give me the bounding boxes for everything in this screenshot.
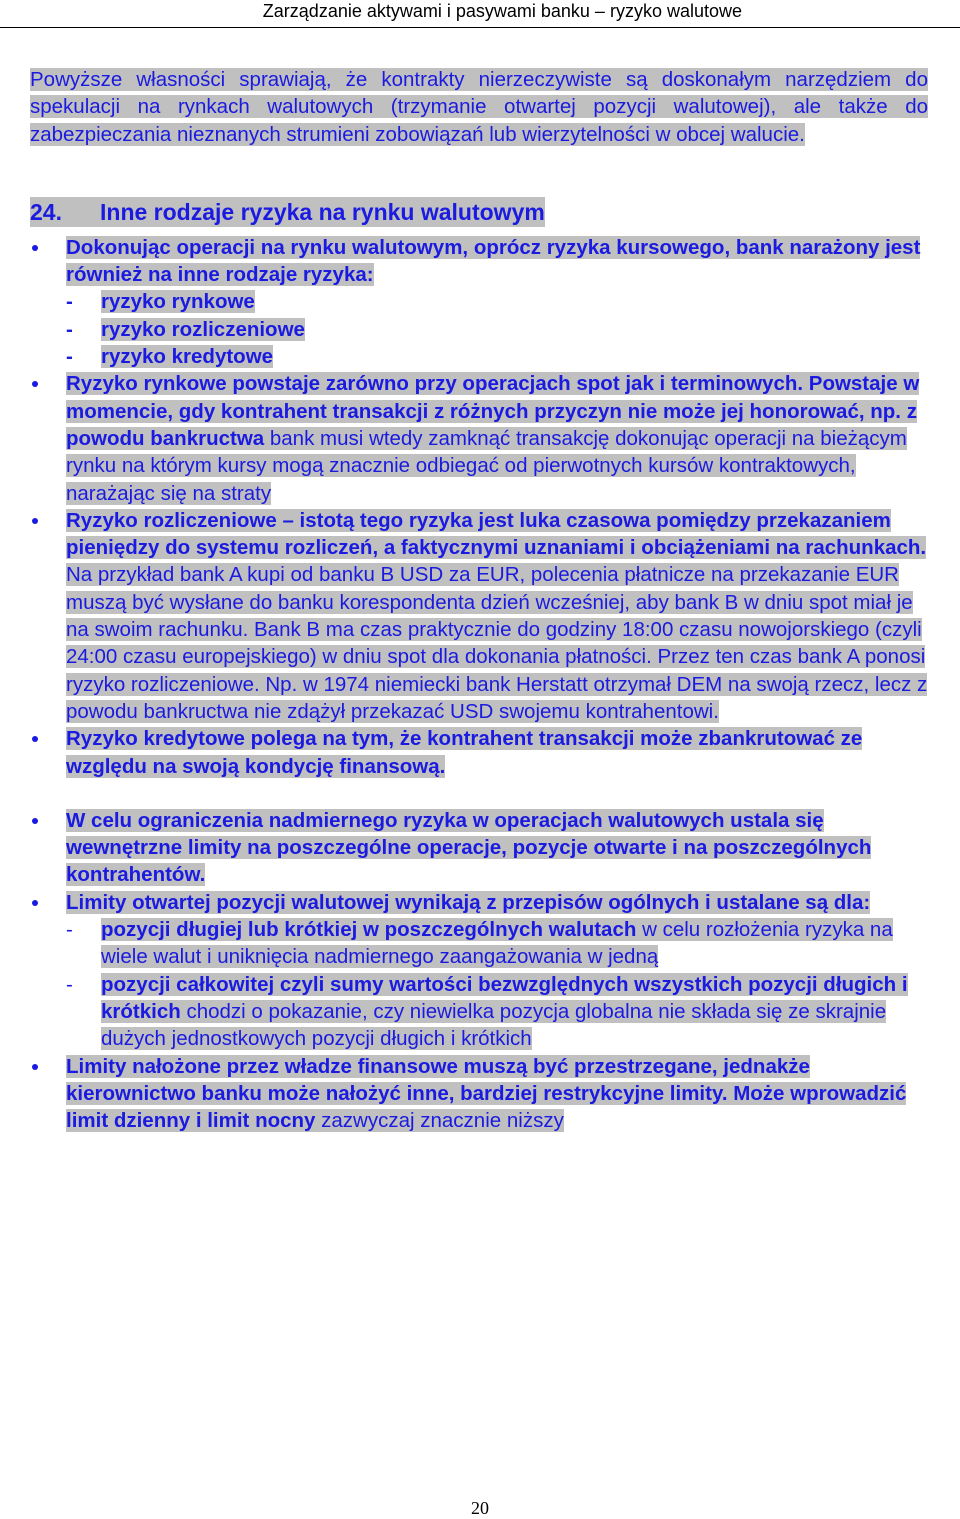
page-header bbox=[0, 0, 960, 28]
bullet-icon bbox=[32, 381, 38, 387]
bullet-bold-text: Ryzyko rozliczeniowe – istotą tego ryzyka jest luka czasowa pomiędzy przekazaniem pieniędzy do systemu rozliczeń, a faktycznymi uznaniami i obciążeniami na rachunkach. bbox=[66, 508, 927, 560]
dash-icon: - bbox=[66, 345, 73, 369]
bullet-bold-text: W celu ograniczenia nadmiernego ryzyka w operacjach walutowych ustala się wewnętrzne limity na poszczególne operacje, pozycje otwarte i na poszczególnych kontrahentów. bbox=[66, 808, 872, 887]
bullet-normal-text: zazwyczaj znacznie niższy bbox=[315, 1109, 564, 1133]
sublist-bold-text: pozycji całkowitej czyli sumy wartości bezwzględnych wszystkich pozycji długich i krótkich bbox=[101, 972, 908, 1023]
sublist-item-text: ryzyko rynkowe bbox=[101, 290, 255, 314]
page-number: 20 bbox=[471, 1498, 489, 1518]
sublist-item-text: ryzyko kredytowe bbox=[101, 345, 274, 369]
section-heading bbox=[30, 196, 928, 228]
sublist-bold-text: pozycji długiej lub krótkiej w poszczególnych walutach bbox=[101, 918, 637, 942]
risk-types-sublist bbox=[66, 288, 928, 370]
bullet-bold-text: Limity otwartej pozycji walutowej wynikają z przepisów ogólnych i ustalane są dla: bbox=[66, 890, 871, 914]
list-spacer bbox=[30, 780, 928, 807]
list-item bbox=[30, 234, 928, 370]
sublist-normal-text: w celu rozłożenia ryzyka na wiele walut i uniknięcia nadmiernego zaangażowania w jedną bbox=[101, 918, 893, 969]
list-item bbox=[30, 507, 928, 725]
sublist-item bbox=[66, 971, 928, 1053]
header-title: Zarządzanie aktywami i pasywami banku – ryzyko walutowe bbox=[262, 1, 742, 21]
dash-icon: - bbox=[66, 918, 73, 942]
list-item bbox=[30, 1053, 928, 1135]
dash-icon: - bbox=[66, 290, 73, 314]
section-number: 24. bbox=[30, 198, 62, 225]
bullet-bold-text: Limity nałożone przez władze finansowe muszą być przestrzegane, jednakże kierownictwo banku może nałożyć inne, bardziej restrykcyjne limity. Może wprowadzić limit dzienny i limit nocny bbox=[66, 1054, 907, 1133]
bullet-normal-text: Na przykład bank A kupi od banku B USD za EUR, polecenia płatnicze na przekazanie EUR muszą być wysłane do banku korespondenta dzień wcześniej, aby bank B w dniu spot miał je na swoim rachunku. Bank B ma czas praktycznie do godziny 18:00 czasu nowojorskiego (czyli 24:00 czasu europejskiego) w dniu spot dla dokonania płatności. Przez ten czas bank A ponosi ryzyko rozliczeniowe. Np. w 1974 niemiecki bank Herstatt otrzymał DEM na swoją rzecz, lecz z powodu bankructwa nie zdążył przekazać USD swojemu kontrahentowi. bbox=[66, 563, 928, 723]
section-heading-text bbox=[30, 197, 545, 227]
sublist-item bbox=[66, 916, 928, 971]
bullet-icon bbox=[32, 245, 38, 251]
bullet-icon bbox=[32, 1064, 38, 1070]
list-item bbox=[30, 807, 928, 889]
limits-sublist bbox=[66, 916, 928, 1052]
sublist-item-text: ryzyko rozliczeniowe bbox=[101, 317, 305, 341]
bullet-icon bbox=[32, 818, 38, 824]
list-item bbox=[30, 725, 928, 780]
risk-list bbox=[30, 234, 928, 1135]
bullet-icon bbox=[32, 518, 38, 524]
sublist-item bbox=[66, 343, 928, 370]
dash-icon: - bbox=[66, 317, 73, 341]
bullet-bold-text: Ryzyko kredytowe polega na tym, że kontrahent transakcji może zbankrutować ze względu na swoją kondycję finansową. bbox=[66, 727, 863, 778]
bullet-icon bbox=[32, 900, 38, 906]
list-item bbox=[30, 370, 928, 506]
section-title: Inne rodzaje ryzyka na rynku walutowym bbox=[100, 198, 545, 225]
bullet-normal-text: bank musi wtedy zamknąć transakcję dokonując operacji na bieżącym rynku na którym kursy mogą znacznie odbiegać od pierwotnych kursów kontraktowych, narażając się na straty bbox=[66, 426, 907, 505]
bullet-bold-text: Ryzyko rynkowe powstaje zarówno przy operacjach spot jak i terminowych. Powstaje w momencie, gdy kontrahent transakcji z różnych przyczyn nie może jej honorować, np. z powodu bankructwa bbox=[66, 372, 920, 450]
sublist-item bbox=[66, 316, 928, 343]
sublist-item bbox=[66, 288, 928, 315]
header-rule bbox=[0, 27, 960, 28]
sublist-normal-text: chodzi o pokazanie, czy niewielka pozycja globalna nie składa się ze skrajnie dużych jednostkowych pozycji długich i krótkich bbox=[101, 999, 887, 1051]
intro-paragraph bbox=[30, 66, 928, 148]
intro-text: Powyższe własności sprawiają, że kontrakty nierzeczywiste są doskonałym narzędziem do spekulacji na rynkach walutowych (trzymanie otwartej pozycji walutowej), ale także do zabezpieczania nieznanych strumieni zobowiązań lub wierzytelności w obcej walucie. bbox=[30, 68, 928, 146]
bullet-text: Dokonując operacji na rynku walutowym, oprócz ryzyka kursowego, bank narażony jest również na inne rodzaje ryzyka: bbox=[66, 235, 921, 287]
document-body bbox=[30, 66, 928, 1134]
bullet-icon bbox=[32, 736, 38, 742]
dash-icon: - bbox=[66, 972, 73, 996]
list-item bbox=[30, 889, 928, 1053]
